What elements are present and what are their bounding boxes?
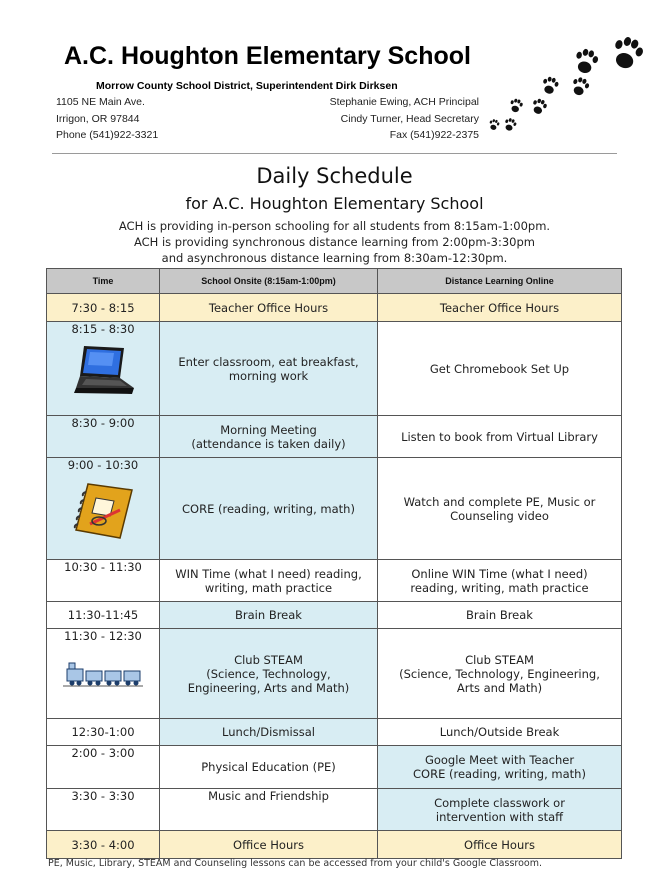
onsite-text: (attendance is taken daily) xyxy=(191,436,346,451)
time-cell: 2:00 - 3:00 xyxy=(47,746,160,789)
onsite-text: Club STEAM xyxy=(234,652,303,667)
onsite-text: Teacher Office Hours xyxy=(208,300,329,315)
onsite-cell xyxy=(160,560,378,602)
online-text: Brain Break xyxy=(466,608,533,622)
online-text: Listen to book from Virtual Library xyxy=(401,429,598,444)
page-subtitle: for A.C. Houghton Elementary School xyxy=(185,194,484,213)
table-row xyxy=(47,746,622,789)
online-text: Online WIN Time (what I need) xyxy=(411,566,588,581)
onsite-text: CORE (reading, writing, math) xyxy=(182,501,355,516)
intro-line: ACH is providing in-person schooling for all students from 8:15am-1:00pm. xyxy=(118,219,551,233)
online-text: (Science, Technology, Engineering, xyxy=(399,666,600,681)
footer-note: PE, Music, Library, STEAM and Counseling lessons can be accessed from your child's Google Classroom. xyxy=(48,858,542,869)
intro-line: and asynchronous distance learning from 8:30am-12:30pm. xyxy=(161,251,508,265)
train-icon xyxy=(63,659,143,689)
online-cell xyxy=(378,416,622,458)
online-text: Club STEAM xyxy=(465,652,534,667)
district-line: Morrow County School District, Superintendent Dirk Dirksen xyxy=(96,80,398,92)
time-cell: 3:30 - 3:30 xyxy=(47,789,160,831)
online-text: Google Meet with Teacher xyxy=(424,753,575,767)
address-line2: Irrigon, OR 97844 xyxy=(56,113,140,125)
onsite-text: Office Hours xyxy=(233,837,304,852)
onsite-text: Music and Friendship xyxy=(208,789,329,803)
time-text: 8:15 - 8:30 xyxy=(71,322,135,336)
column-header-online: Distance Learning Online xyxy=(378,269,622,294)
column-header-onsite: School Onsite (8:15am-1:00pm) xyxy=(160,269,378,294)
online-text: Office Hours xyxy=(464,837,535,852)
intro-line: ACH is providing synchronous distance learning from 2:00pm-3:30pm xyxy=(133,235,536,249)
online-text: Arts and Math) xyxy=(456,680,543,695)
onsite-cell xyxy=(160,322,378,416)
time-text: 9:00 - 10:30 xyxy=(67,458,139,472)
onsite-cell xyxy=(160,629,378,719)
time-cell: 11:30-11:45 xyxy=(47,602,160,629)
time-cell: 7:30 - 8:15 xyxy=(47,294,160,322)
laptop-icon xyxy=(70,344,136,396)
onsite-cell xyxy=(160,294,378,322)
table-row xyxy=(47,602,622,629)
online-cell xyxy=(378,719,622,746)
table-row xyxy=(47,719,622,746)
onsite-cell xyxy=(160,416,378,458)
onsite-cell xyxy=(160,746,378,789)
online-text: intervention with staff xyxy=(435,809,564,824)
table-row xyxy=(47,560,622,602)
online-cell xyxy=(378,458,622,560)
online-text: Counseling video xyxy=(450,508,549,523)
table-row xyxy=(47,458,622,560)
time-cell xyxy=(47,322,160,416)
page-title: Daily Schedule xyxy=(256,164,413,188)
online-cell xyxy=(378,831,622,859)
fax-number: Fax (541)922-2375 xyxy=(389,129,479,141)
onsite-cell xyxy=(160,602,378,629)
online-text: Teacher Office Hours xyxy=(439,300,560,315)
online-cell xyxy=(378,602,622,629)
onsite-text: Enter classroom, eat breakfast, xyxy=(178,354,359,369)
notebook-icon xyxy=(70,480,136,540)
online-text: Watch and complete PE, Music or xyxy=(403,494,596,509)
time-cell: 12:30-1:00 xyxy=(47,719,160,746)
time-cell xyxy=(47,458,160,560)
phone-number: Phone (541)922-3321 xyxy=(56,129,159,141)
onsite-cell xyxy=(160,719,378,746)
online-cell xyxy=(378,294,622,322)
onsite-cell xyxy=(160,458,378,560)
onsite-cell xyxy=(160,789,378,831)
onsite-text: morning work xyxy=(228,368,309,383)
onsite-cell xyxy=(160,831,378,859)
onsite-text: Morning Meeting xyxy=(220,422,317,437)
secretary-name: Cindy Turner, Head Secretary xyxy=(340,113,479,125)
onsite-text: Physical Education (PE) xyxy=(201,760,336,774)
online-text: Lunch/Outside Break xyxy=(439,725,560,739)
table-row xyxy=(47,789,622,831)
schedule-table xyxy=(46,268,622,859)
onsite-text: WIN Time (what I need) reading, xyxy=(175,566,362,581)
time-cell: 3:30 - 4:00 xyxy=(47,831,160,859)
table-row xyxy=(47,322,622,416)
table-header-row xyxy=(47,269,622,294)
onsite-text: Engineering, Arts and Math) xyxy=(187,680,350,695)
online-cell xyxy=(378,629,622,719)
onsite-text: Brain Break xyxy=(235,608,302,622)
online-cell xyxy=(378,560,622,602)
principal-name: Stephanie Ewing, ACH Principal xyxy=(329,96,479,108)
online-cell xyxy=(378,322,622,416)
onsite-text: Lunch/Dismissal xyxy=(222,725,315,739)
online-text: Complete classwork or xyxy=(434,795,565,810)
onsite-text: writing, math practice xyxy=(204,580,333,595)
online-cell xyxy=(378,746,622,789)
school-name: A.C. Houghton Elementary School xyxy=(64,42,471,70)
online-text: reading, writing, math practice xyxy=(410,580,589,595)
table-row xyxy=(47,416,622,458)
paw-prints-icon xyxy=(484,34,654,134)
time-cell xyxy=(47,629,160,719)
table-row xyxy=(47,294,622,322)
address-line1: 1105 NE Main Ave. xyxy=(56,96,145,108)
time-cell: 8:30 - 9:00 xyxy=(47,416,160,458)
column-header-time: Time xyxy=(47,269,160,294)
table-row xyxy=(47,831,622,859)
online-text: Get Chromebook Set Up xyxy=(429,361,570,376)
time-text: 11:30 - 12:30 xyxy=(64,629,142,643)
online-text: CORE (reading, writing, math) xyxy=(413,767,586,781)
onsite-text: (Science, Technology, xyxy=(206,666,331,681)
header-divider xyxy=(52,153,617,154)
time-cell: 10:30 - 11:30 xyxy=(47,560,160,602)
table-row xyxy=(47,629,622,719)
online-cell xyxy=(378,789,622,831)
